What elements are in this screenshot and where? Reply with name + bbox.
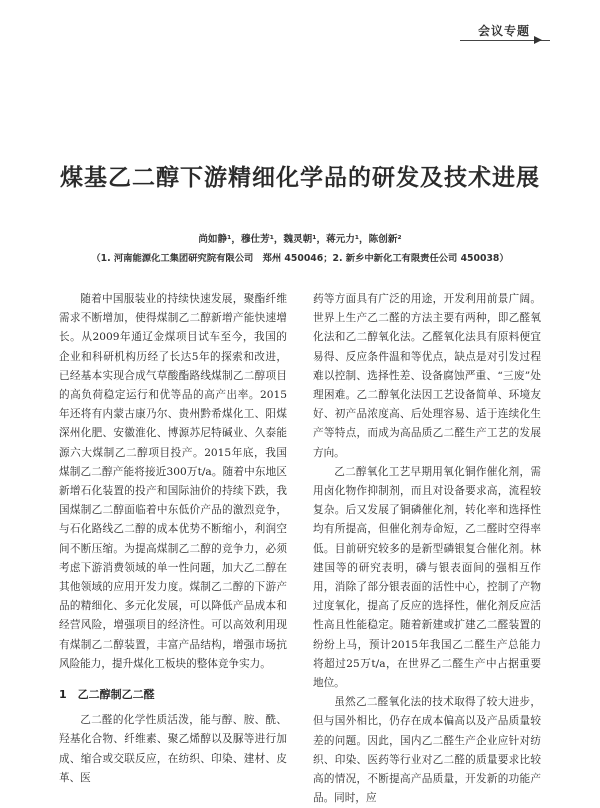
section-header-label: 会议专题 — [478, 24, 531, 38]
body-paragraph: 乙二醇氧化工艺早期用氧化铜作催化剂，需用卤化物作抑制剂，而且对设备要求高，流程较复杂。后又发展了铜磷催化剂，转化率和选择性均有所提高，但催化剂寿命短，乙二醛时空得率低。目前研究较多的是新型磷银复合催化剂。林建国等的研究表明，磷与银表面间的强相互作用，消除了部分银表面的活性中心，控制了产物过度氧化，提高了反应的选择性，催化剂反应活性高且性能稳定。随着新建或扩建乙二醛装置的纷纷上马，预计2015年我国乙二醛生产总能力将超过25万t/a，在世界乙二醛生产中占据重要地位。 — [313, 465, 541, 690]
body-paragraph: 虽然乙二醛氧化法的技术取得了较大进步，但与国外相比，仍存在成本偏高以及产品质量较差的问题。因此，国内乙二醛生产企业应针对纺织、印染、医药等行业对乙二醛的质量要求比较高的情况，不断提高产品质量，开发新的功能产品。同时，应 — [313, 696, 541, 805]
header-arrow-icon — [534, 36, 542, 44]
body-paragraph: 药等方面具有广泛的用途，开发利用前景广阔。世界上生产乙二醛的方法主要有两种，即乙醛氧化法和乙二醇氧化法。乙醛氧化法具有原料便宜易得、反应条件温和等优点，缺点是对引发过程难以控制、选择性差、设备腐蚀严重、“三废”处理困难。乙二醇氧化法因工艺设备简单、环境友好、初产品浓度高、后处理容易、适于连续化生产等特点，而成为高品质乙二醛生产工艺的发展方向。 — [313, 293, 541, 459]
author-list: 尚如静¹，穆仕芳¹，魏灵朝¹，蒋元力¹，陈创新² — [198, 234, 402, 245]
right-column — [313, 290, 541, 808]
left-column — [59, 290, 287, 788]
body-paragraph: 乙二醛的化学性质活泼，能与醇、胺、酰、羟基化合物、纤维素、聚乙烯醇以及脲等进行加成、缩合或交联反应，在纺织、印染、建材、皮革、医 — [59, 714, 287, 784]
body-paragraph: 随着中国服装业的持续快速发展，聚酯纤维需求不断增加，使得煤制乙二醇新增产能快速增长。从2009年通辽金煤项目试车至今，我国的企业和科研机构历经了长达5年的探索和改进，已经基本实现合成气草酸酯路线煤制乙二醇项目的高负荷稳定运行和优等品的高产出率。2015年还将有内蒙古康乃尔、贵州黔希煤化工、阳煤深州化肥、安徽淮化、博源苏尼特碱业、久泰能源六大煤制乙二醇项目投产。2015年底，我国煤制乙二醇产能将接近300万t/a。随着中东地区新增石化装置的投产和国际油价的持续下跌，我国煤制乙二醇面临着中东低价产品的激烈竞争，与石化路线乙二醇的成本优势不断缩小，利润空间不断压缩。为提高煤制乙二醇的竞争力，必须考虑下游消费领域的单一性问题，加大乙二醇在其他领域的应用开发力度。煤制乙二醇的下游产品的精细化、多元化发展，可以降低产品成本和经营风险，增强项目的经济性。可以高效利用现有煤制乙二醇装置，丰富产品结构，增强市场抗风险能力，提升煤化工板块的整体竞争实力。 — [59, 293, 287, 670]
paper-title: 煤基乙二醇下游精细化学品的研发及技术进展 — [60, 164, 540, 191]
section-heading: 1 乙二醇制乙二醛 — [59, 688, 155, 702]
author-affiliation: （1. 河南能源化工集团研究院有限公司 郑州 450046；2. 新乡中新化工有限责任公司 450038） — [91, 253, 509, 264]
